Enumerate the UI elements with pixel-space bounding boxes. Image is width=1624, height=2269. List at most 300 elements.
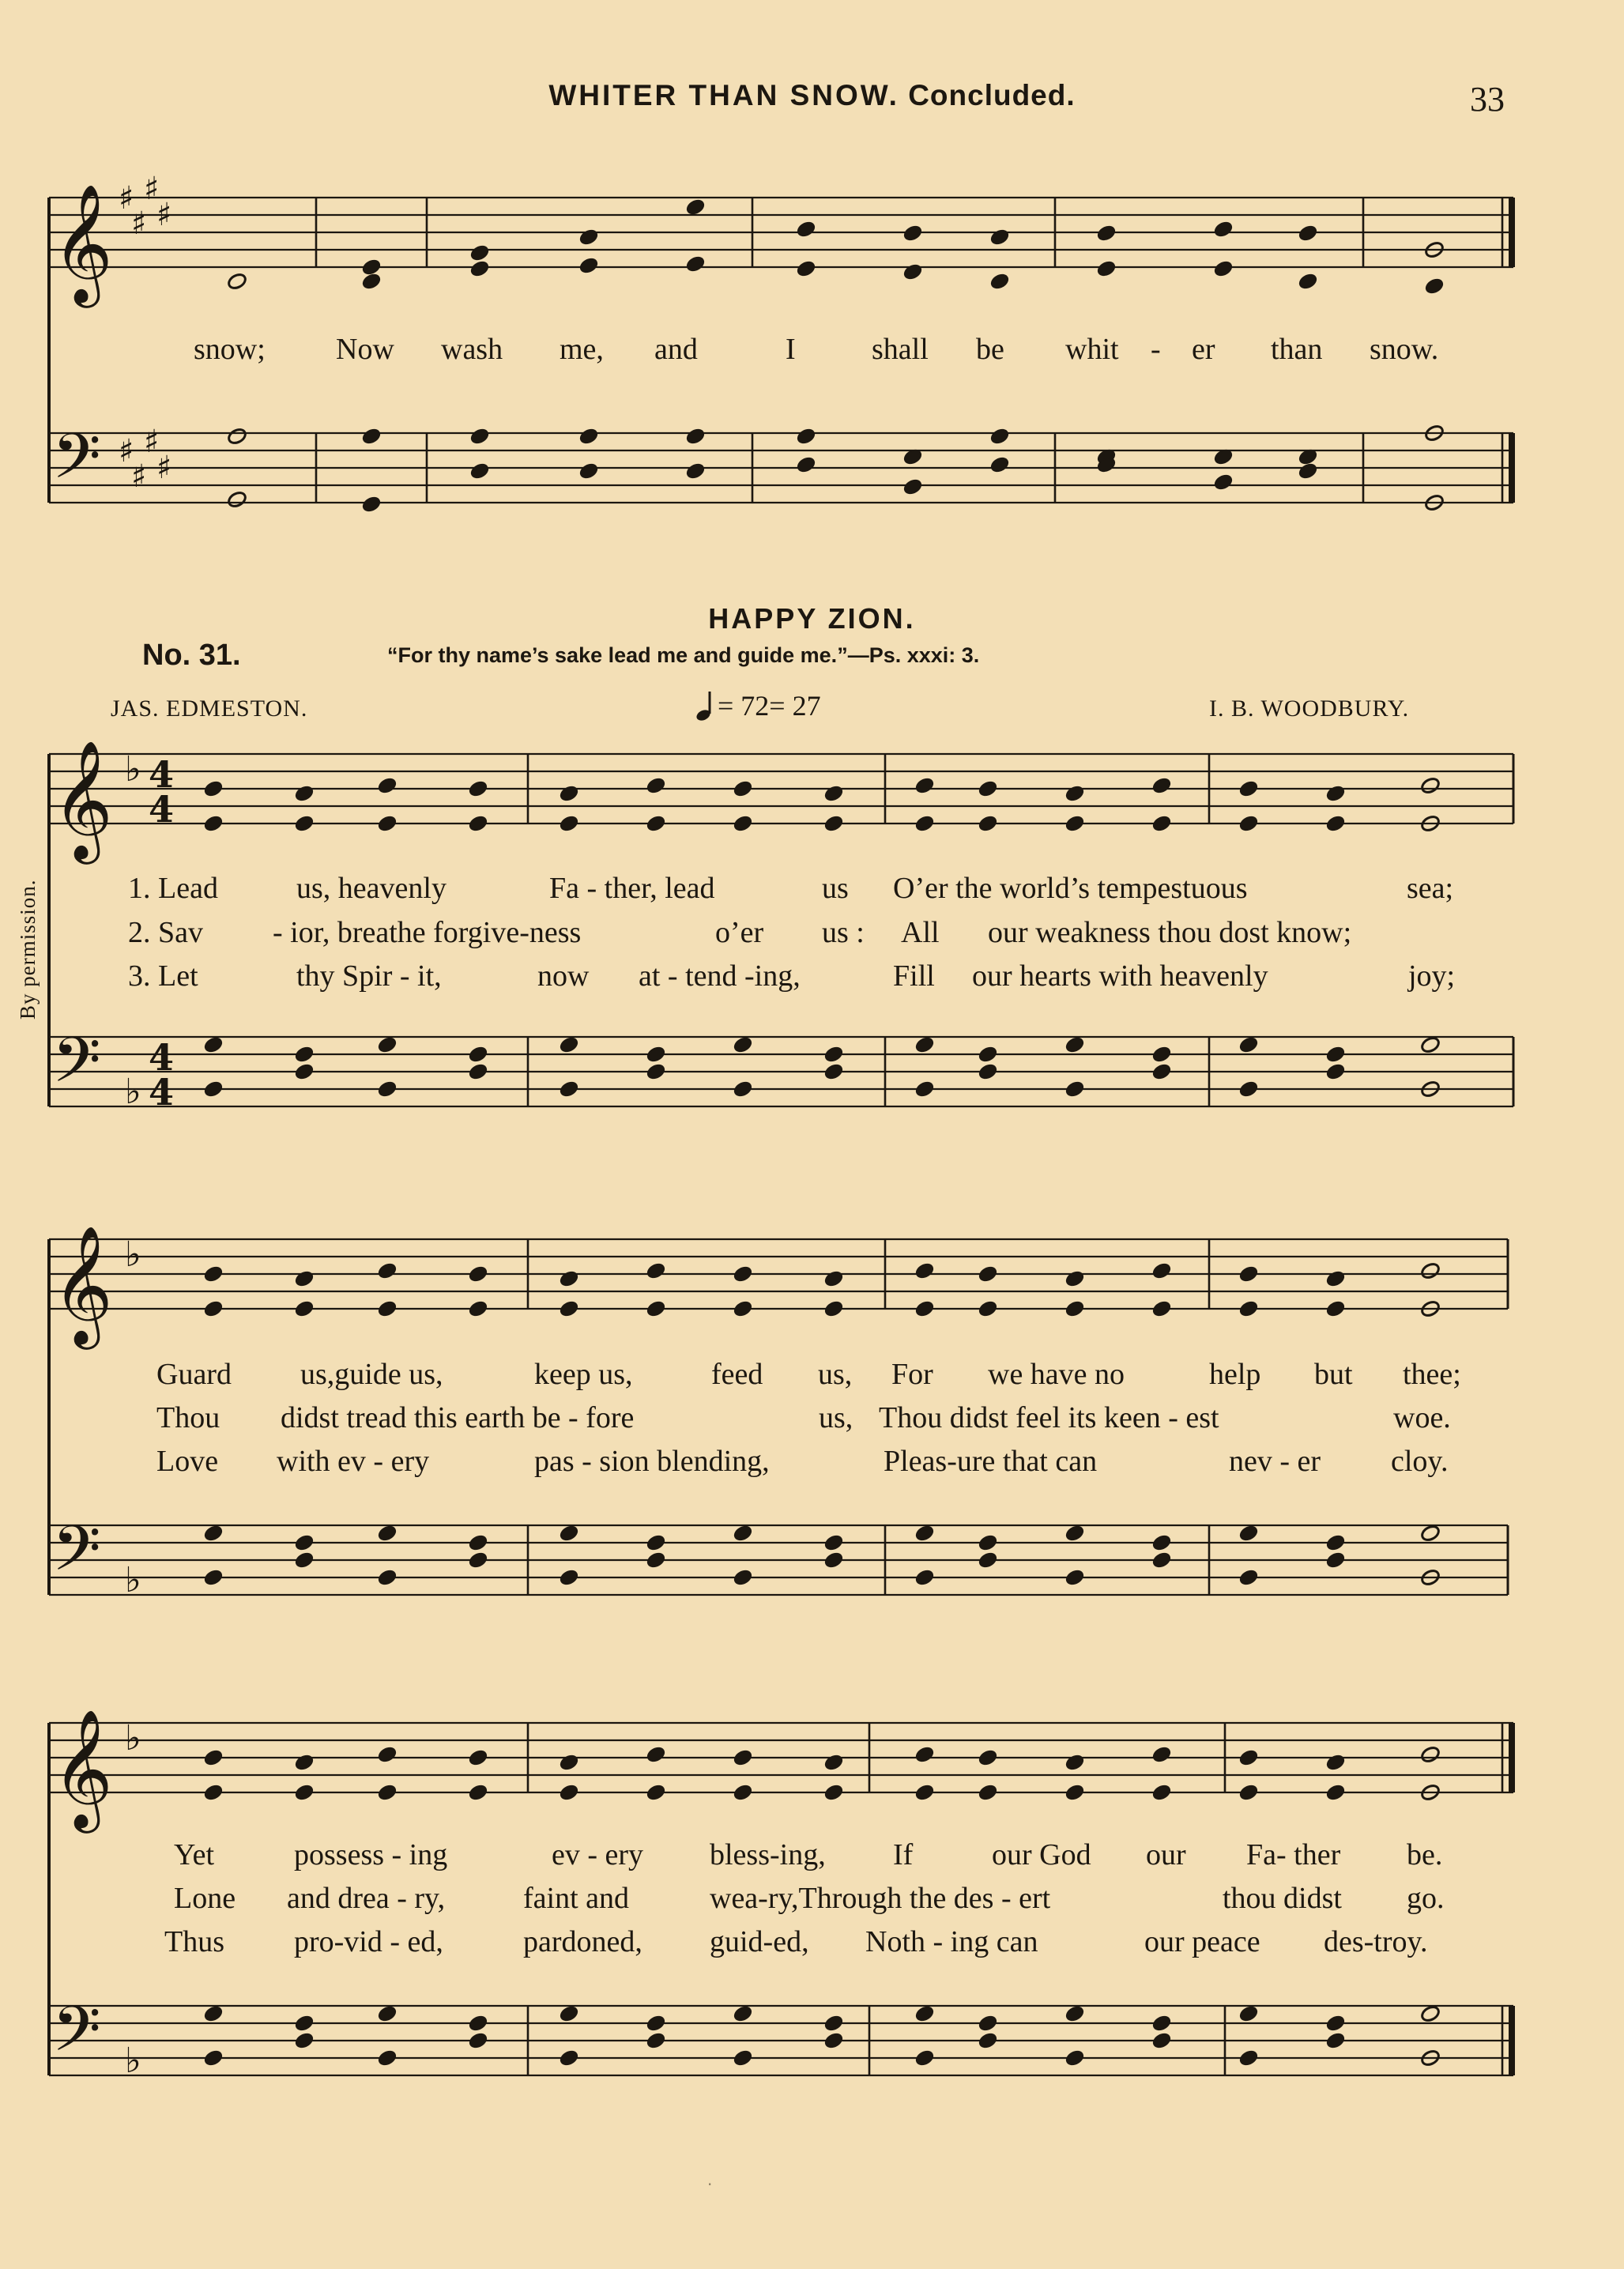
notehead [203,1299,224,1318]
notehead [377,2004,398,2023]
lyric-word: us, [819,1401,853,1434]
song-number: No. 31. [142,639,241,672]
notehead [978,1533,998,1552]
notehead [203,1568,224,1587]
notehead [1420,1745,1441,1764]
scripture-epigraph: “For thy name’s sake lead me and guide me.”—Ps. xxxi: 3. [387,643,980,667]
lyric-word: us [822,872,849,905]
notehead [377,1261,398,1280]
lyric-word: Yet [174,1838,215,1871]
notehead [978,1062,998,1081]
notehead [733,2049,753,2067]
notehead [823,2031,844,2050]
notehead [559,784,579,803]
final-barline-thick [1509,2006,1515,2075]
final-barline-thick [1509,433,1515,503]
lyric-word: 1. Lead [128,872,218,905]
notehead [227,490,247,509]
notehead [578,462,599,481]
lyric-word: snow. [1370,333,1439,366]
notehead [468,1748,488,1767]
notehead [1238,1748,1259,1767]
notehead [377,1745,398,1764]
flat-icon: ♭ [125,749,141,790]
notehead [1420,776,1441,795]
flat-icon: ♭ [125,2041,141,2081]
time-signature-bottom: 4 [149,1071,175,1114]
treble-clef-icon: 𝄞 [52,739,113,859]
sharp-icon: ♯ [131,205,147,242]
lyric-word: joy; [1408,959,1456,993]
verse-1-line-2 [0,1357,1624,1396]
notehead [733,779,753,798]
notehead [203,1080,224,1099]
bass-clef-icon: 𝄢 [52,1512,101,1600]
lyric-word: our [1146,1838,1186,1871]
notehead [978,1265,998,1283]
lyric-word: - [1151,333,1161,366]
notehead [1064,1035,1085,1054]
sharp-icon: ♯ [156,450,172,486]
notehead [646,776,666,795]
notehead [1325,1299,1346,1318]
notehead [646,1783,666,1802]
lyric-word: Pleas-ure that can [884,1445,1098,1478]
notehead [1064,1524,1085,1543]
notehead [823,784,844,803]
sharp-icon: ♯ [131,458,147,495]
lyric-word: - ior, breathe forgive-ness [273,916,582,949]
lyric-word: at - tend -ing, [639,959,801,993]
notehead [733,2004,753,2023]
notehead [989,272,1010,291]
notehead [294,1551,315,1570]
lyric-word: I [786,333,796,366]
notehead [1238,1080,1259,1099]
notehead [978,779,998,798]
notehead [468,1062,488,1081]
notehead [823,1551,844,1570]
composer-credit: I. B. WOODBURY. [1209,695,1410,722]
lyric-word: help [1209,1358,1261,1391]
sharp-icon: ♯ [119,433,134,469]
printer-mark: · [707,2175,713,2194]
notehead [377,1299,398,1318]
notehead [1064,1299,1085,1318]
notehead [1420,1261,1441,1280]
lyric-word: us : [822,916,865,949]
notehead [227,272,247,291]
notehead [203,814,224,833]
notehead [1151,2031,1172,2050]
notehead [1151,2014,1172,2033]
notehead [1238,779,1259,798]
lyric-word: Thus [164,1925,224,1958]
lyric-word: than [1271,333,1323,366]
notehead [294,2014,315,2033]
notehead [914,2004,935,2023]
notehead [377,1783,398,1802]
sharp-icon: ♯ [144,171,160,207]
lyric-word: thou didst [1223,1882,1342,1915]
lyric-word: snow; [194,333,266,366]
notehead [468,2031,488,2050]
notehead [1151,1533,1172,1552]
lyric-word: our hearts with heavenly [972,959,1268,993]
notehead [361,427,382,446]
lyric-word: wea-ry,Through the des - ert [710,1882,1051,1915]
notehead [559,2049,579,2067]
lyric-word: us, heavenly [296,872,447,905]
notehead [1238,1783,1259,1802]
notehead [1238,2049,1259,2067]
notehead [1151,1045,1172,1064]
notehead [1151,814,1172,833]
lyric-word: now [537,959,590,993]
notehead [646,1261,666,1280]
notehead [1151,776,1172,795]
notehead [559,1035,579,1054]
lyric-word: pardoned, [523,1925,642,1958]
notehead [559,814,579,833]
notehead [823,1753,844,1772]
lyric-word: Guard [156,1358,232,1391]
notehead [733,1783,753,1802]
notehead [1298,224,1318,243]
notehead [1238,1265,1259,1283]
notehead [914,1783,935,1802]
bass-clef-icon: 𝄢 [52,1023,101,1112]
notehead [361,495,382,514]
notehead [978,1045,998,1064]
lyricist-credit: JAS. EDMESTON. [111,695,308,722]
lyric-word: thee; [1403,1358,1461,1391]
notehead [902,224,923,243]
notehead [823,2014,844,2033]
notehead [559,1568,579,1587]
notehead [914,2049,935,2067]
notehead [823,1533,844,1552]
notehead [733,1568,753,1587]
notehead [733,1035,753,1054]
notehead [914,1524,935,1543]
notehead [578,228,599,247]
lyric-word: us,guide us, [300,1358,443,1391]
sharp-icon: ♯ [119,180,134,217]
notehead [1064,1783,1085,1802]
notehead [1151,1745,1172,1764]
flat-icon: ♭ [125,1234,141,1275]
lyric-word: be [976,333,1004,366]
notehead [294,1045,315,1064]
notehead [377,776,398,795]
notehead [1424,277,1445,296]
tempo-text: = 72= 27 [718,690,821,722]
verse-3-line-3 [0,1924,1624,1964]
notehead [1420,1524,1441,1543]
notehead [559,1524,579,1543]
notehead [1325,1062,1346,1081]
verse-3-line-2 [0,1444,1624,1483]
lyric-word: shall [872,333,929,366]
notehead [685,427,706,446]
lyric-word: Lone [174,1882,236,1915]
notehead [733,1265,753,1283]
notehead [377,1524,398,1543]
lyric-word: be. [1407,1838,1443,1871]
notehead [978,1748,998,1767]
notehead [823,1045,844,1064]
notehead [733,1080,753,1099]
notehead [361,272,382,291]
notehead [578,427,599,446]
lyric-word: feed [711,1358,763,1391]
flat-icon: ♭ [125,1718,141,1758]
notehead [203,2004,224,2023]
lyric-word: Fa- ther [1246,1838,1341,1871]
verse-3-line-1 [0,959,1624,998]
lyric-word: our God [992,1838,1091,1871]
notehead [823,1062,844,1081]
notehead [1238,1568,1259,1587]
notehead [1325,1783,1346,1802]
notehead [902,477,923,496]
page-number: 33 [1470,80,1505,119]
notehead [1064,1269,1085,1288]
notehead [796,220,816,239]
time-signature-bottom: 4 [149,788,175,831]
running-title-suffix: Concluded. [908,79,1076,111]
notehead [646,1551,666,1570]
lyric-word: our peace [1144,1925,1260,1958]
notehead [1298,272,1318,291]
notehead [468,1265,488,1283]
notehead [294,784,315,803]
notehead [914,1745,935,1764]
notehead [1325,1753,1346,1772]
lyric-word: For [891,1358,933,1391]
notehead [1238,2004,1259,2023]
notehead [1213,220,1234,239]
notehead [1325,1045,1346,1064]
lyric-word: sea; [1407,872,1454,905]
lyric-word: thy Spir - it, [296,959,442,993]
notehead [914,1080,935,1099]
notehead [203,1748,224,1767]
notehead [1238,1299,1259,1318]
notehead [361,258,382,277]
notehead [203,1035,224,1054]
notehead [203,1783,224,1802]
verse-2-line-1 [0,915,1624,955]
notehead [1325,2014,1346,2033]
notehead [646,2014,666,2033]
notehead [978,2014,998,2033]
notehead [1325,1551,1346,1570]
lyric-word: nev - er [1229,1445,1321,1478]
notehead [203,2049,224,2067]
notehead [469,259,490,278]
notehead [468,1783,488,1802]
lyric-word: wash [441,333,503,366]
notehead [468,814,488,833]
lyric-word: des-troy. [1324,1925,1428,1958]
verse-2-line-3 [0,1881,1624,1920]
notehead [646,1299,666,1318]
notehead [1151,1062,1172,1081]
notehead [646,2031,666,2050]
notehead [294,1269,315,1288]
notehead [294,1783,315,1802]
bass-clef-icon: 𝄢 [52,1992,101,2081]
treble-clef-icon: 𝄞 [52,183,113,303]
lyric-word: ev - ery [552,1838,644,1871]
treble-clef-icon: 𝄞 [52,1708,113,1828]
flat-icon: ♭ [125,1560,141,1600]
notehead [294,814,315,833]
notehead [1064,1568,1085,1587]
notehead [646,814,666,833]
notehead [1238,1035,1259,1054]
notehead [469,462,490,481]
notehead [1213,473,1234,492]
lyric-word: go. [1407,1882,1445,1915]
lyric-word: keep us, [534,1358,633,1391]
notehead [1151,1783,1172,1802]
notehead [377,2049,398,2067]
notehead [468,1533,488,1552]
notehead [1298,462,1318,481]
notehead [914,1568,935,1587]
lyric-word: me, [560,333,604,366]
notehead [685,254,706,273]
verse-1-line-3 [0,1837,1624,1877]
notehead [978,814,998,833]
notehead [559,1753,579,1772]
notehead [203,779,224,798]
notehead [1325,814,1346,833]
notehead [1064,814,1085,833]
lyric-word: faint and [523,1882,630,1915]
notehead [1325,2031,1346,2050]
notehead [796,427,816,446]
lyric-word: pas - sion blending, [534,1445,770,1478]
notehead [1325,1269,1346,1288]
notehead [1213,259,1234,278]
lyric-word: our weakness thou dost know; [988,916,1352,949]
lyric-line-end [0,332,1624,371]
lyric-word: Fa - ther, lead [549,872,715,905]
notehead [989,455,1010,474]
bass-clef-icon: 𝄢 [52,420,101,508]
notehead [294,1753,315,1772]
notehead [1420,2004,1441,2023]
notehead [294,1533,315,1552]
lyric-word: with ev - ery [277,1445,430,1478]
notehead [559,1299,579,1318]
notehead [203,1265,224,1283]
notehead [294,1062,315,1081]
notehead [646,1062,666,1081]
notehead [733,1299,753,1318]
sharp-icon: ♯ [144,424,160,460]
notehead [914,776,935,795]
notehead [978,1299,998,1318]
time-signature-top: 4 [149,753,175,796]
notehead [377,1568,398,1587]
lyric-word: Thou [156,1401,220,1434]
lyric-word: o’er [715,916,764,949]
notehead [1325,784,1346,803]
lyric-word: but [1314,1358,1353,1391]
lyric-word: us, [818,1358,853,1391]
notehead [989,427,1010,446]
notehead [823,1783,844,1802]
final-barline-thick [1509,198,1515,267]
lyric-word: pro-vid - ed, [294,1925,443,1958]
lyric-word: Love [156,1445,219,1478]
final-barline-thick [1509,1723,1515,1792]
lyric-word: All [901,916,940,949]
sharp-icon: ♯ [156,197,172,233]
notehead [978,1783,998,1802]
notehead [978,2031,998,2050]
lyric-word: Now [336,333,394,366]
notehead [646,1045,666,1064]
lyric-word: 3. Let [128,959,198,993]
notehead [1238,1524,1259,1543]
notehead [685,462,706,481]
lyric-word: possess - ing [294,1838,448,1871]
lyric-word: er [1192,333,1215,366]
notehead [468,1045,488,1064]
notehead [203,1524,224,1543]
lyric-word: guid-ed, [710,1925,809,1958]
notehead [294,1299,315,1318]
lyric-word: woe. [1393,1401,1451,1434]
notehead [1096,224,1117,243]
notehead [796,455,816,474]
notehead [978,1551,998,1570]
verse-1-line-1 [0,871,1624,910]
notehead [646,1533,666,1552]
notehead [914,1035,935,1054]
notehead [1420,1035,1441,1054]
notehead [1238,814,1259,833]
notehead [469,427,490,446]
notehead [646,1745,666,1764]
lyric-word: Fill [893,959,935,993]
notehead [468,1299,488,1318]
notehead [377,814,398,833]
time-signature-top: 4 [149,1036,175,1079]
notehead [1151,1299,1172,1318]
notehead [559,2004,579,2023]
verse-2-line-2 [0,1400,1624,1440]
notehead [559,1269,579,1288]
notehead [1064,784,1085,803]
notehead [559,1783,579,1802]
notehead [468,779,488,798]
notehead [902,262,923,281]
song-title: HAPPY ZION. [708,602,916,635]
notehead [733,814,753,833]
lyric-word: and [654,333,698,366]
treble-clef-icon: 𝄞 [52,1224,113,1344]
lyric-word: Noth - ing can [865,1925,1038,1958]
notehead [1151,1261,1172,1280]
notehead [1064,2049,1085,2067]
